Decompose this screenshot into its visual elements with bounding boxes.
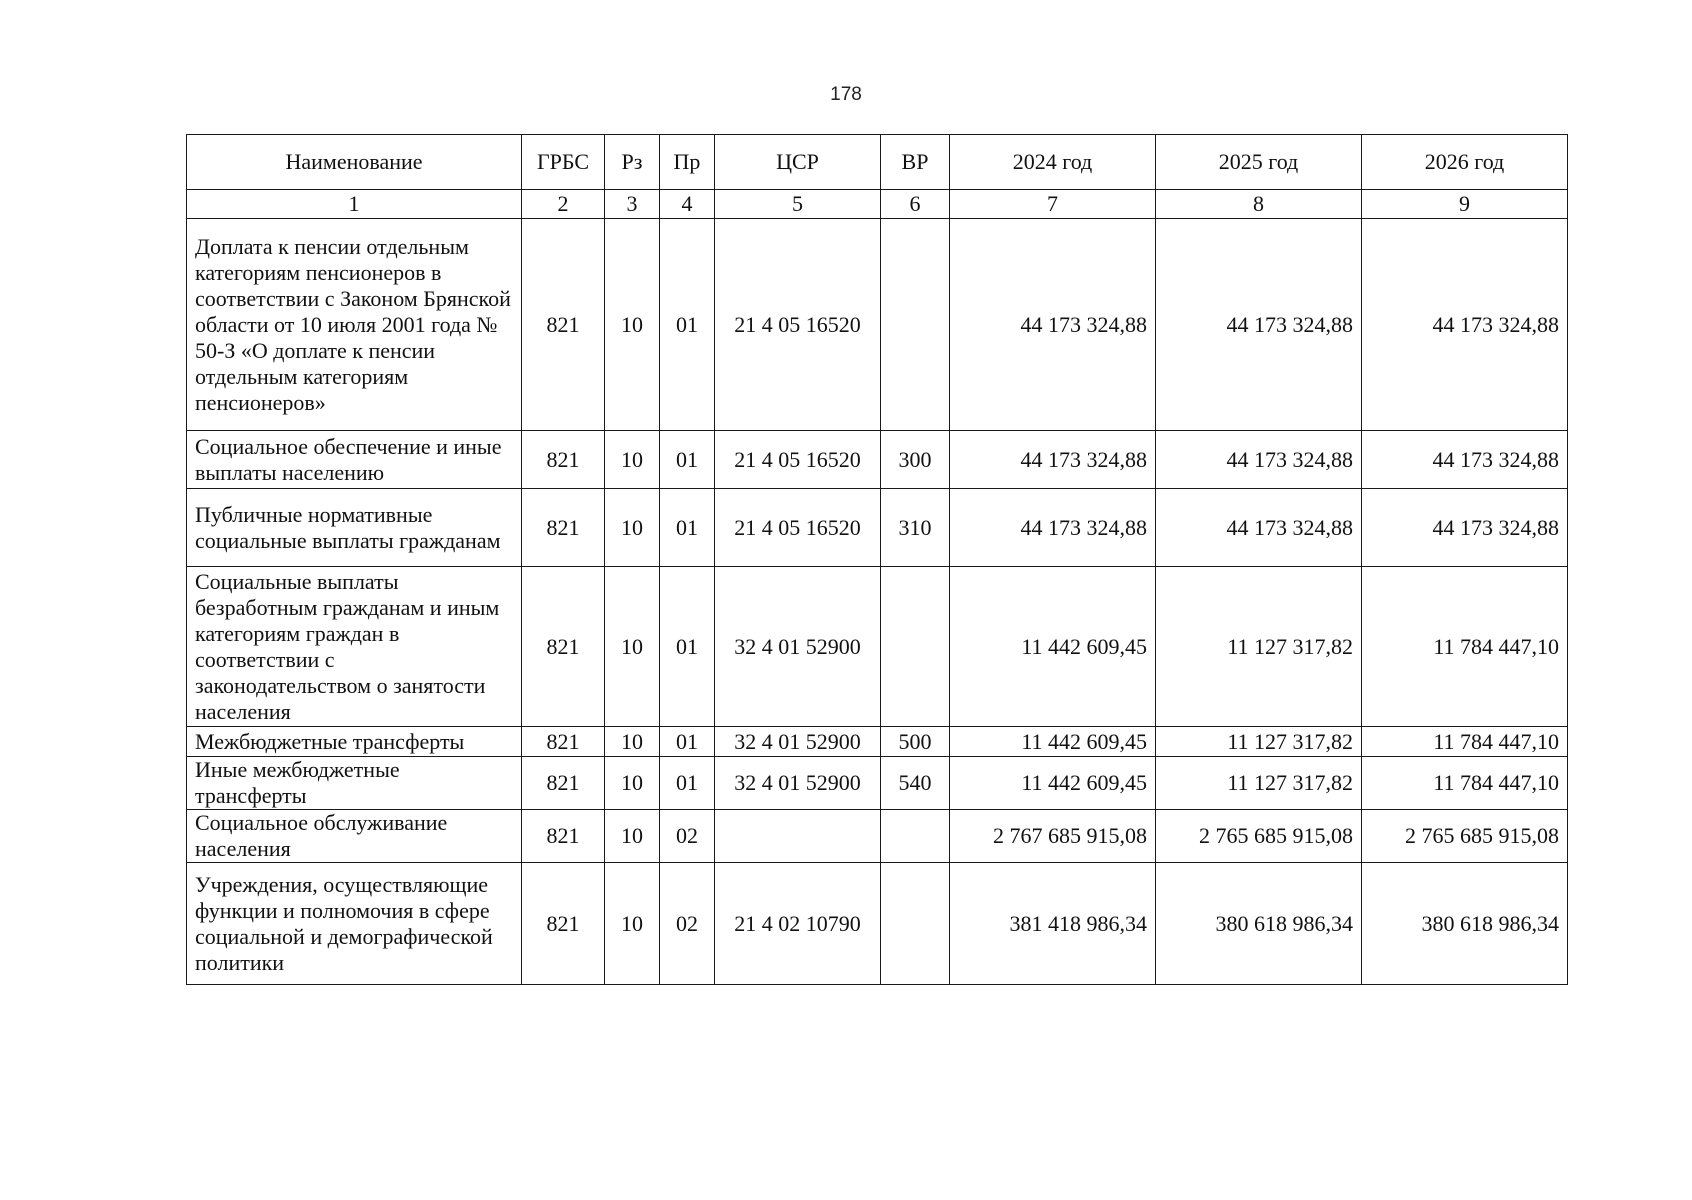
cell-rz: 10: [605, 489, 660, 567]
column-number: 5: [715, 190, 881, 219]
table-row: [187, 489, 1568, 567]
cell-rz: 10: [605, 727, 660, 757]
cell-csr: [715, 810, 881, 863]
table-row: [187, 810, 1568, 863]
cell-grbs: 821: [522, 810, 605, 863]
budget-table: [186, 134, 1568, 985]
cell-2025: 11 127 317,82: [1156, 757, 1362, 810]
cell-vr: 540: [881, 757, 950, 810]
table-row: [187, 727, 1568, 757]
cell-2026: 11 784 447,10: [1362, 727, 1568, 757]
cell-2025: 380 618 986,34: [1156, 863, 1362, 985]
cell-2025: 44 173 324,88: [1156, 431, 1362, 489]
cell-2025: 44 173 324,88: [1156, 489, 1362, 567]
cell-vr: 310: [881, 489, 950, 567]
cell-csr: 32 4 01 52900: [715, 757, 881, 810]
cell-2024: 11 442 609,45: [950, 757, 1156, 810]
cell-name: Доплата к пенсии отдельным категориям пенсионеров в соответствии с Законом Брянской области от 10 июля 2001 года № 50-З «О доплате к пенсии отдельным категориям пенсионеров»: [187, 219, 522, 431]
cell-vr: [881, 810, 950, 863]
cell-rz: 10: [605, 810, 660, 863]
cell-grbs: 821: [522, 219, 605, 431]
cell-rz: 10: [605, 757, 660, 810]
column-number: 9: [1362, 190, 1568, 219]
column-number: 8: [1156, 190, 1362, 219]
table-row: [187, 431, 1568, 489]
header-2026: 2026 год: [1362, 135, 1568, 190]
cell-2024: 44 173 324,88: [950, 489, 1156, 567]
cell-rz: 10: [605, 863, 660, 985]
cell-2025: 11 127 317,82: [1156, 727, 1362, 757]
cell-2024: 11 442 609,45: [950, 567, 1156, 727]
header-csr: ЦСР: [715, 135, 881, 190]
cell-pr: 01: [660, 757, 715, 810]
cell-2025: 11 127 317,82: [1156, 567, 1362, 727]
header-rz: Рз: [605, 135, 660, 190]
cell-vr: [881, 863, 950, 985]
cell-2026: 11 784 447,10: [1362, 567, 1568, 727]
cell-csr: 21 4 05 16520: [715, 219, 881, 431]
table-row: [187, 757, 1568, 810]
cell-csr: 21 4 02 10790: [715, 863, 881, 985]
cell-grbs: 821: [522, 757, 605, 810]
cell-rz: 10: [605, 219, 660, 431]
cell-2024: 2 767 685 915,08: [950, 810, 1156, 863]
header-vr: ВР: [881, 135, 950, 190]
header-2025: 2025 год: [1156, 135, 1362, 190]
header-pr: Пр: [660, 135, 715, 190]
header-name: Наименование: [187, 135, 522, 190]
cell-csr: 32 4 01 52900: [715, 567, 881, 727]
cell-name: Социальные выплаты безработным гражданам и иным категориям граждан в соответствии с законодательством о занятости населения: [187, 567, 522, 727]
cell-2026: 11 784 447,10: [1362, 757, 1568, 810]
header-grbs: ГРБС: [522, 135, 605, 190]
cell-2026: 44 173 324,88: [1362, 431, 1568, 489]
cell-name: Учреждения, осуществляющие функции и полномочия в сфере социальной и демографической политики: [187, 863, 522, 985]
cell-vr: [881, 219, 950, 431]
cell-vr: 500: [881, 727, 950, 757]
cell-2024: 381 418 986,34: [950, 863, 1156, 985]
cell-pr: 01: [660, 431, 715, 489]
cell-2026: 44 173 324,88: [1362, 219, 1568, 431]
cell-rz: 10: [605, 567, 660, 727]
table-row: [187, 219, 1568, 431]
column-number: 2: [522, 190, 605, 219]
cell-pr: 01: [660, 489, 715, 567]
cell-pr: 01: [660, 727, 715, 757]
cell-2025: 2 765 685 915,08: [1156, 810, 1362, 863]
cell-2026: 44 173 324,88: [1362, 489, 1568, 567]
cell-2026: 2 765 685 915,08: [1362, 810, 1568, 863]
cell-name: Межбюджетные трансферты: [187, 727, 522, 757]
column-number: 1: [187, 190, 522, 219]
column-number: 7: [950, 190, 1156, 219]
cell-vr: [881, 567, 950, 727]
cell-2025: 44 173 324,88: [1156, 219, 1362, 431]
cell-rz: 10: [605, 431, 660, 489]
cell-pr: 02: [660, 863, 715, 985]
page-number: 178: [830, 84, 862, 105]
cell-grbs: 821: [522, 567, 605, 727]
header-row: [187, 135, 1568, 190]
cell-pr: 02: [660, 810, 715, 863]
column-number: 3: [605, 190, 660, 219]
header-2024: 2024 год: [950, 135, 1156, 190]
cell-grbs: 821: [522, 863, 605, 985]
cell-grbs: 821: [522, 489, 605, 567]
column-number-row: [187, 190, 1568, 219]
cell-grbs: 821: [522, 431, 605, 489]
cell-vr: 300: [881, 431, 950, 489]
cell-name: Иные межбюджетные трансферты: [187, 757, 522, 810]
cell-pr: 01: [660, 219, 715, 431]
table-row: [187, 863, 1568, 985]
cell-name: Социальное обеспечение и иные выплаты населению: [187, 431, 522, 489]
table-row: [187, 567, 1568, 727]
cell-grbs: 821: [522, 727, 605, 757]
cell-2024: 44 173 324,88: [950, 219, 1156, 431]
table-body: [187, 190, 1568, 985]
cell-2024: 44 173 324,88: [950, 431, 1156, 489]
cell-2024: 11 442 609,45: [950, 727, 1156, 757]
cell-csr: 32 4 01 52900: [715, 727, 881, 757]
cell-csr: 21 4 05 16520: [715, 431, 881, 489]
cell-name: Социальное обслуживание населения: [187, 810, 522, 863]
cell-pr: 01: [660, 567, 715, 727]
column-number: 4: [660, 190, 715, 219]
cell-csr: 21 4 05 16520: [715, 489, 881, 567]
cell-2026: 380 618 986,34: [1362, 863, 1568, 985]
column-number: 6: [881, 190, 950, 219]
cell-name: Публичные нормативные социальные выплаты гражданам: [187, 489, 522, 567]
